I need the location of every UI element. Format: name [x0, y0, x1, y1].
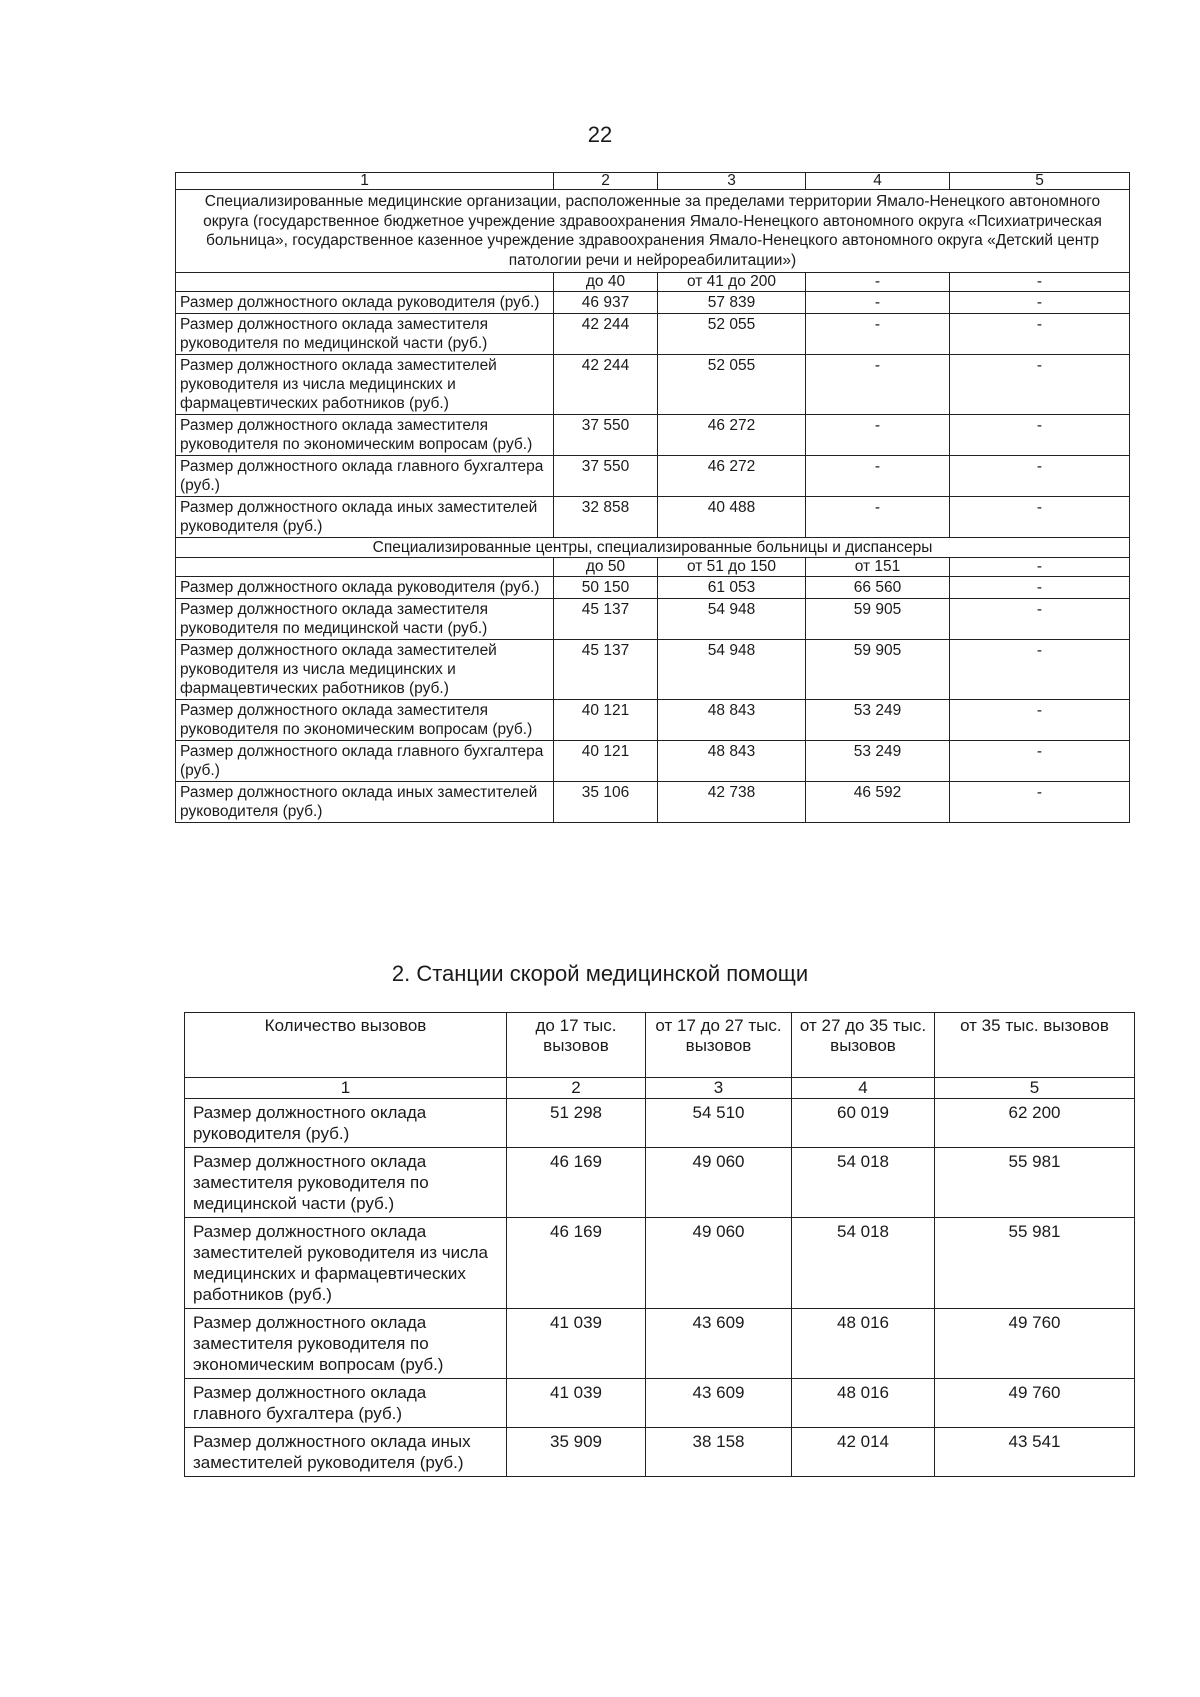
value-cell: 41 039: [507, 1379, 646, 1428]
value-cell: 59 905: [806, 599, 950, 640]
value-cell: -: [806, 415, 950, 456]
row-label: Размер должностного оклада иных заместителей руководителя (руб.): [176, 497, 554, 538]
value-cell: 42 738: [658, 782, 806, 823]
value-cell: -: [950, 314, 1130, 355]
table-row: [176, 355, 1130, 415]
col-number: 3: [646, 1078, 792, 1099]
value-cell: 48 016: [792, 1379, 935, 1428]
row-label: Размер должностного оклада руководителя (руб.): [185, 1099, 507, 1148]
value-cell: 53 249: [806, 700, 950, 741]
value-cell: 49 060: [646, 1218, 792, 1309]
page-number: 22: [587, 122, 613, 147]
section-heading: Специализированные медицинские организации, расположенные за пределами территории Ямало-Ненецкого автономного округа (государственное бюджетное учреждение здравоохранения Ямало-Ненецкого автономного округа «Психиатрическая больница», государственное казенное учреждение здравоохранения Ямало-Ненецкого автономного округа «Детский центр патологии речи и нейрореабилитации»): [176, 190, 1130, 273]
value-cell: -: [806, 292, 950, 314]
row-label: Размер должностного оклада заместителей руководителя из числа медицинских и фармацевтических работников (руб.): [176, 355, 554, 415]
value-cell: 45 137: [554, 640, 658, 700]
value-cell: -: [950, 456, 1130, 497]
value-cell: 48 843: [658, 741, 806, 782]
value-cell: 54 018: [792, 1148, 935, 1218]
table-row: [176, 456, 1130, 497]
value-cell: 48 843: [658, 700, 806, 741]
row-label: Размер должностного оклада заместителей руководителя из числа медицинских и фармацевтических работников (руб.): [185, 1218, 507, 1309]
range-cell: до 40: [554, 273, 658, 292]
table-row: [176, 415, 1130, 456]
value-cell: 38 158: [646, 1428, 792, 1477]
salary-table-specialized: [175, 172, 1130, 823]
value-cell: 62 200: [935, 1099, 1135, 1148]
range-cell: от 51 до 150: [658, 558, 806, 577]
col-number: 4: [792, 1078, 935, 1099]
column-number-row: [185, 1078, 1135, 1099]
value-cell: 40 121: [554, 741, 658, 782]
table-row: [176, 782, 1130, 823]
value-cell: 66 560: [806, 577, 950, 599]
value-cell: -: [806, 314, 950, 355]
col-number: 3: [658, 173, 806, 190]
range-cell: [176, 558, 554, 577]
value-cell: 51 298: [507, 1099, 646, 1148]
section-heading: Специализированные центры, специализированные больницы и диспансеры: [176, 538, 1130, 558]
col-number: 1: [185, 1078, 507, 1099]
table-row: [176, 700, 1130, 741]
value-cell: 46 592: [806, 782, 950, 823]
range-cell: -: [950, 558, 1130, 577]
value-cell: 48 016: [792, 1309, 935, 1379]
value-cell: 35 106: [554, 782, 658, 823]
value-cell: 45 137: [554, 599, 658, 640]
value-cell: 52 055: [658, 355, 806, 415]
value-cell: 42 244: [554, 314, 658, 355]
salary-table-ambulance: [184, 1012, 1135, 1477]
value-cell: 54 948: [658, 599, 806, 640]
table-row: [185, 1379, 1135, 1428]
value-cell: -: [950, 599, 1130, 640]
value-cell: -: [950, 577, 1130, 599]
table-row: [176, 497, 1130, 538]
table-row: [185, 1148, 1135, 1218]
table-row: [176, 292, 1130, 314]
value-cell: 57 839: [658, 292, 806, 314]
col-number: 5: [950, 173, 1130, 190]
section-heading-row: [176, 538, 1130, 558]
value-cell: -: [950, 355, 1130, 415]
value-cell: 54 948: [658, 640, 806, 700]
table-row: [176, 314, 1130, 355]
value-cell: 37 550: [554, 415, 658, 456]
value-cell: -: [806, 456, 950, 497]
value-cell: 60 019: [792, 1099, 935, 1148]
range-row: [176, 273, 1130, 292]
value-cell: 35 909: [507, 1428, 646, 1477]
range-cell: -: [806, 273, 950, 292]
column-header: от 35 тыс. вызовов: [935, 1013, 1135, 1078]
col-number: 4: [806, 173, 950, 190]
value-cell: -: [950, 415, 1130, 456]
value-cell: 41 039: [507, 1309, 646, 1379]
value-cell: 54 018: [792, 1218, 935, 1309]
value-cell: 43 609: [646, 1379, 792, 1428]
table-row: [185, 1428, 1135, 1477]
value-cell: 43 541: [935, 1428, 1135, 1477]
col-number: 2: [554, 173, 658, 190]
range-row: [176, 558, 1130, 577]
row-label: Размер должностного оклада главного бухгалтера (руб.): [185, 1379, 507, 1428]
value-cell: 59 905: [806, 640, 950, 700]
value-cell: -: [806, 497, 950, 538]
row-label: Размер должностного оклада главного бухгалтера (руб.): [176, 741, 554, 782]
row-label: Размер должностного оклада заместителя руководителя по медицинской части (руб.): [176, 314, 554, 355]
column-number-row: [176, 173, 1130, 190]
row-label: Размер должностного оклада главного бухгалтера (руб.): [176, 456, 554, 497]
value-cell: 50 150: [554, 577, 658, 599]
table-row: [185, 1099, 1135, 1148]
value-cell: 40 121: [554, 700, 658, 741]
value-cell: 54 510: [646, 1099, 792, 1148]
col-number: 5: [935, 1078, 1135, 1099]
value-cell: 43 609: [646, 1309, 792, 1379]
value-cell: 46 169: [507, 1218, 646, 1309]
range-cell: от 41 до 200: [658, 273, 806, 292]
row-label: Размер должностного оклада заместителя руководителя по экономическим вопросам (руб.): [185, 1309, 507, 1379]
table-row: [176, 640, 1130, 700]
row-label: Размер должностного оклада заместителя руководителя по медицинской части (руб.): [176, 599, 554, 640]
value-cell: 32 858: [554, 497, 658, 538]
value-cell: 49 060: [646, 1148, 792, 1218]
row-label: Размер должностного оклада руководителя (руб.): [176, 292, 554, 314]
value-cell: -: [950, 741, 1130, 782]
row-label: Размер должностного оклада заместителя руководителя по экономическим вопросам (руб.): [176, 415, 554, 456]
range-cell: до 50: [554, 558, 658, 577]
range-cell: от 151: [806, 558, 950, 577]
value-cell: -: [950, 782, 1130, 823]
value-cell: -: [950, 700, 1130, 741]
value-cell: 55 981: [935, 1218, 1135, 1309]
value-cell: -: [950, 292, 1130, 314]
value-cell: 49 760: [935, 1379, 1135, 1428]
value-cell: 40 488: [658, 497, 806, 538]
column-header: до 17 тыс. вызовов: [507, 1013, 646, 1078]
col-number: 1: [176, 173, 554, 190]
row-label: Размер должностного оклада руководителя (руб.): [176, 577, 554, 599]
value-cell: 46 272: [658, 415, 806, 456]
section-title: 2. Станции скорой медицинской помощи: [391, 961, 809, 986]
table-row: [176, 599, 1130, 640]
table-row: [176, 741, 1130, 782]
value-cell: 42 244: [554, 355, 658, 415]
value-cell: 46 169: [507, 1148, 646, 1218]
range-cell: [176, 273, 554, 292]
table-row: [185, 1309, 1135, 1379]
range-cell: -: [950, 273, 1130, 292]
header-row: [185, 1013, 1135, 1078]
value-cell: 49 760: [935, 1309, 1135, 1379]
value-cell: 55 981: [935, 1148, 1135, 1218]
table-row: [185, 1218, 1135, 1309]
table-row: [176, 577, 1130, 599]
value-cell: 61 053: [658, 577, 806, 599]
section-heading-row: [176, 190, 1130, 273]
row-label: Размер должностного оклада иных заместителей руководителя (руб.): [176, 782, 554, 823]
value-cell: 42 014: [792, 1428, 935, 1477]
column-header: от 27 до 35 тыс. вызовов: [792, 1013, 935, 1078]
column-header: Количество вызовов: [185, 1013, 507, 1078]
value-cell: -: [806, 355, 950, 415]
value-cell: -: [950, 640, 1130, 700]
row-label: Размер должностного оклада заместителя руководителя по экономическим вопросам (руб.): [176, 700, 554, 741]
value-cell: 46 272: [658, 456, 806, 497]
row-label: Размер должностного оклада заместителя руководителя по медицинской части (руб.): [185, 1148, 507, 1218]
value-cell: 46 937: [554, 292, 658, 314]
column-header: от 17 до 27 тыс. вызовов: [646, 1013, 792, 1078]
col-number: 2: [507, 1078, 646, 1099]
value-cell: 52 055: [658, 314, 806, 355]
row-label: Размер должностного оклада заместителей руководителя из числа медицинских и фармацевтических работников (руб.): [176, 640, 554, 700]
value-cell: 53 249: [806, 741, 950, 782]
value-cell: -: [950, 497, 1130, 538]
value-cell: 37 550: [554, 456, 658, 497]
row-label: Размер должностного оклада иных заместителей руководителя (руб.): [185, 1428, 507, 1477]
